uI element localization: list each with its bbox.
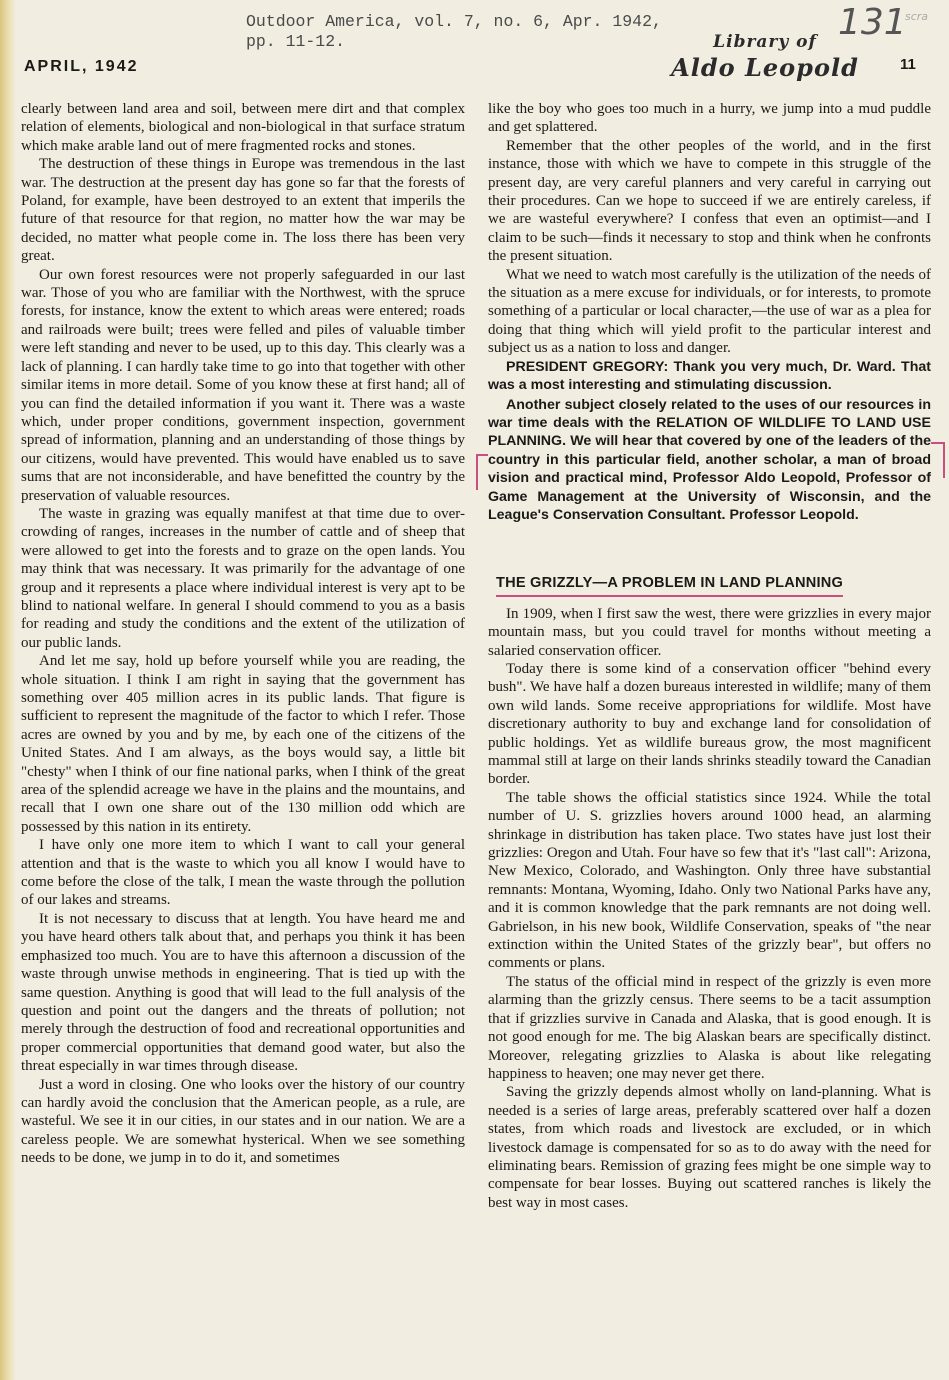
stamp-line-2: Aldo Leopold [671,53,859,82]
paragraph: Today there is some kind of a conservation officer "behind every bush". We have half a dozen bureaus interested in wildlife; many of them own wild lands. Some receive appropriations for wildlife. Most have discretionary authority to buy and exchange land for consolidation of public holdings. Yet as wildlife bureaus grow, the most magnificent mammal still at large on their lands shrinks steadily toward the Canadian border. [488,660,931,788]
pencil-note-word: scra [905,10,929,23]
paragraph: What we need to watch most carefully is the utilization of the needs of the situation as a mere excuse for individuals, or for interests, to promote something of a particular or local character,—the use of war as a plea for doing that thing which will yield profit to the particular interest and subject us as a nation to loss and danger. [488,266,931,357]
section-heading: THE GRIZZLY—A PROBLEM IN LAND PLANNING [496,574,843,596]
stamp-line-1: Library of [713,32,817,52]
paragraph: The status of the official mind in respect of the grizzly is even more alarming than the grizzly census. There seems to be a tacit assumption that if grizzlies survive in Canada and Alaska, that is good enough. It is not good enough for me. The big Alaskan bears are specifically distinct. Moreover, relegating grizzlies to Alaska is about like relegating happiness to heaven; one may never get there. [488,973,931,1082]
left-column [21,100,465,1168]
right-column [488,100,931,1212]
page-date: APRIL, 1942 [24,58,139,75]
citation-line-2: pp. 11-12. [246,32,346,51]
paragraph: And let me say, hold up before yourself while you are reading, the whole situation. I think I am right in saying that the government has something over 405 million acres in its public lands. That figure is sufficient to represent the magnitude of the factor to which I refer. Those acres are owned by you and by me, by each one of the citizens of the United States. And I am always, as the boys would say, a little bit "chesty" when I think of our fine national parks, when I think of the great area of the splendid acreage we have in the plains and the mountains, and recall that I own one share out of the 130 million odd which are possessed by this nation in its entirety. [21,653,465,835]
speech-president-gregory: PRESIDENT GREGORY: Thank you very much, Dr. Ward. That was a most interesting and stimulating discussion. [488,358,931,394]
pencil-page-number: 131 [838,2,907,43]
paragraph: Remember that the other peoples of the world, and in the first instance, those with which we have to compete in this struggle of the present day, are very careful planners and very careful in carrying out their procedures. Can we hope to succeed if we are entirely careless, if we are wasteful everywhere? I confess that even an optimist—and I claim to be such—finds it necessary to stop and think when he confronts the present situation. [488,137,931,265]
paragraph: It is not necessary to discuss that at length. You have heard me and you have heard others talk about that, and perhaps you think it has been emphasized too much. You are to have this afternoon a discussion of the waste through unwise methods in engineering. That is tied up with the same question. Anything is good that will lead to the full analysis of the question and point out the dangers and the threats of pollution; not merely through the destruction of food and recreational opportunities and proper commercial opportunities that demand good water, but also the threat especially in war times through disease. [21,910,465,1075]
paragraph: In 1909, when I first saw the west, there were grizzlies in every major mountain mass, but you could travel for months without meeting a salaried conservation officer. [488,605,931,659]
citation-line-1: Outdoor America, vol. 7, no. 6, Apr. 1942, [246,12,662,31]
paragraph: clearly between land area and soil, between mere dirt and that complex relation of elements, biological and non-biological in that surface stratum which make arable land out of mere fragmented rocks and stones. [21,101,465,154]
paragraph: I have only one more item to which I want to call your general attention and that is the waste to which you all know I would have to come before the close of the talk, I mean the waste through the pollution of our lakes and streams. [21,837,465,909]
paragraph: Saving the grizzly depends almost wholly on land-planning. What is needed is a series of large areas, preferably scattered over half a dozen states, from which roads and livestock are excluded, or in which livestock damage is compensated for so as to do away with the need for eliminating bears. Remission of grazing fees might be one simple way to compensate for bear losses. Buying out scattered ranches is likely the best way in most cases. [488,1084,931,1211]
paragraph: Our own forest resources were not properly safeguarded in our last war. Those of you who are familiar with the Northwest, with the spruce forests, for instance, know the extent to which areas were entered; roads and railroads were built; trees were felled and piles of valuable timber were left standing and never to be used, up to this day. This clearly was a lack of planning. I can hardly take time to go into that together with other similar items in more detail. Some of you know these at first hand; all of you can find the detailed information if you want it. There was a waste which, under proper conditions, government inspection, government spread of information, planning and an understanding of those things by our citizens, would have prevented. This would have enabled us to save sums that are not inconsiderable, and have benefitted the country by the preservation of valuable resources. [21,266,465,504]
citation-note [246,12,716,52]
paragraph: Just a word in closing. One who looks over the history of our country can hardly avoid the conclusion that the American people, as a rule, are wasteful. We see it in our cities, in our states and in our nation. We are a careless people. We are somewhat hysterical. When we see something needs to be done, we jump in to do it, and sometimes [21,1076,465,1167]
paragraph: The waste in grazing was equally manifest at that time due to over-crowding of ranges, increases in the number of cattle and of sheep that were allowed to get into the forests and to graze on the open lands. You may think that was necessary. It was primarily for the advantage of one group and it represents a place where individual interest is very apt to be blind to national welfare. In general I should commend to you as a basis for reading and study the conditions and the extent of the utilization of our public lands. [21,505,465,651]
page-number: 11 [900,56,916,73]
speech-introduction: Another subject closely related to the uses of our resources in war time deals with the RELATION OF WILDLIFE TO LAND USE PLANNING. We will hear that covered by one of the leaders of the country in this particular field, another scholar, a man of broad vision and practical mind, Professor Aldo Leopold, Professor of Game Management at the University of Wisconsin, and the League's Conservation Consultant. Professor Leopold. [488,396,931,523]
pencil-bracket-left [476,454,488,490]
paragraph: The destruction of these things in Europe was tremendous in the last war. The destruction at the present day has gone so far that the forests of Poland, for example, have been destroyed to an extent that imperils the future of that resource for that region, no matter how the war may be decided, no matter what people come in. The loss there has been very great. [21,156,465,265]
paragraph: The table shows the official statistics since 1924. While the total number of U. S. grizzlies hovers around 1000 head, an alarming shrinkage in distribution has taken place. Two states have just lost their grizzlies: Oregon and Utah. Four have so few that it's "last call": Arizona, New Mexico, Colorado, and Washington. Only three have substantial remnants: Montana, Wyoming, Idaho. Only two National Parks have any, and it is common knowledge that the park remnants are not doing well. Gabrielson, in his new book, Wildlife Conservation, speaks of "the near extinction within the United States of the grizzly bear", but offers no comments or plans. [488,789,931,972]
paragraph: like the boy who goes too much in a hurry, we jump into a mud puddle and get splattered. [488,101,931,136]
binding-edge [0,0,16,1380]
pencil-bracket-right [931,442,945,478]
